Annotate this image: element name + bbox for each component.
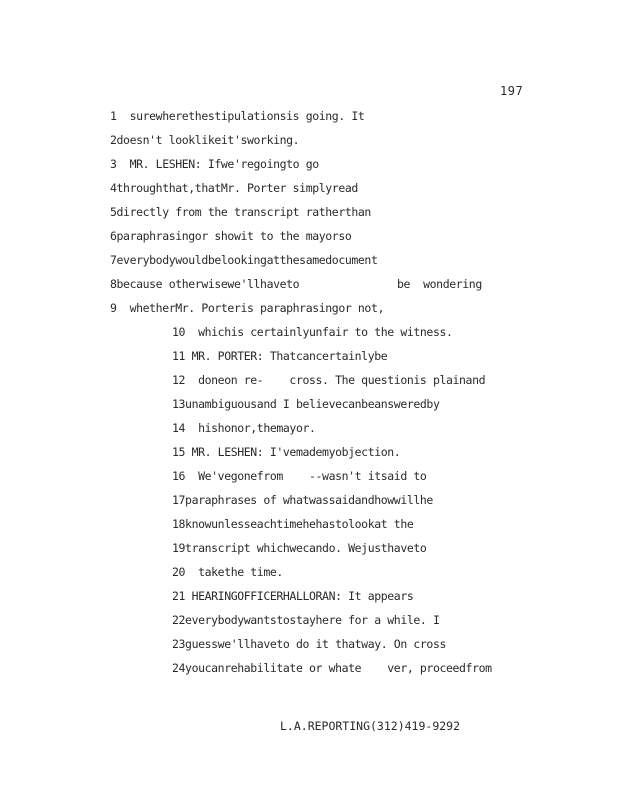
transcript-line-19: 19transcript whichwecando. Wejusthaveto (172, 541, 427, 555)
transcript-line-7: 7everybodywouldbelookingatthesamedocument (110, 253, 378, 267)
transcript-line-6: 6paraphrasingor showit to the mayorso (110, 229, 352, 243)
transcript-line-23: 23guesswe'llhaveto do it thatway. On cross (172, 637, 446, 651)
page-number: 197 (500, 84, 524, 98)
transcript-line-1: 1 surewherethestipulationsis going. It (110, 109, 365, 123)
transcript-line-14: 14 hishonor,themayor. (172, 421, 316, 435)
transcript-line-4: 4throughthat,thatMr. Porter simplyread (110, 181, 358, 195)
transcript-line-24: 24youcanrehabilitate or whate ver, proceedfrom (172, 661, 492, 675)
transcript-line-8: 8because otherwisewe'llhaveto be wondering (110, 277, 482, 291)
transcript-line-22: 22everybodywantstostayhere for a while. I (172, 613, 440, 627)
transcript-line-15: 15 MR. LESHEN: I'vemademyobjection. (172, 445, 401, 459)
transcript-line-10: 10 whichis certainlyunfair to the witness. (172, 325, 453, 339)
transcript-line-21: 21 HEARINGOFFICERHALLORAN: It appears (172, 589, 414, 603)
reporter-footer: L.A.REPORTING(312)419-9292 (280, 719, 461, 733)
transcript-line-2: 2doesn't looklikeit'sworking. (110, 133, 300, 147)
transcript-line-16: 16 We'vegonefrom --wasn't itsaid to (172, 469, 427, 483)
transcript-line-9: 9 whetherMr. Porteris paraphrasingor not, (110, 301, 384, 315)
transcript-line-5: 5directly from the transcript ratherthan (110, 205, 371, 219)
transcript-line-3: 3 MR. LESHEN: Ifwe'regoingto go (110, 157, 319, 171)
transcript-line-20: 20 takethe time. (172, 565, 283, 579)
transcript-line-17: 17paraphrases of whatwassaidandhowwillhe (172, 493, 433, 507)
transcript-line-11: 11 MR. PORTER: Thatcancertainlybe (172, 349, 388, 363)
transcript-line-12: 12 doneon re- cross. The questionis plainand (172, 373, 486, 387)
transcript-line-13: 13unambiguousand I believecanbeansweredby (172, 397, 440, 411)
transcript-line-18: 18knowunlesseachtimehehastolookat the (172, 517, 414, 531)
